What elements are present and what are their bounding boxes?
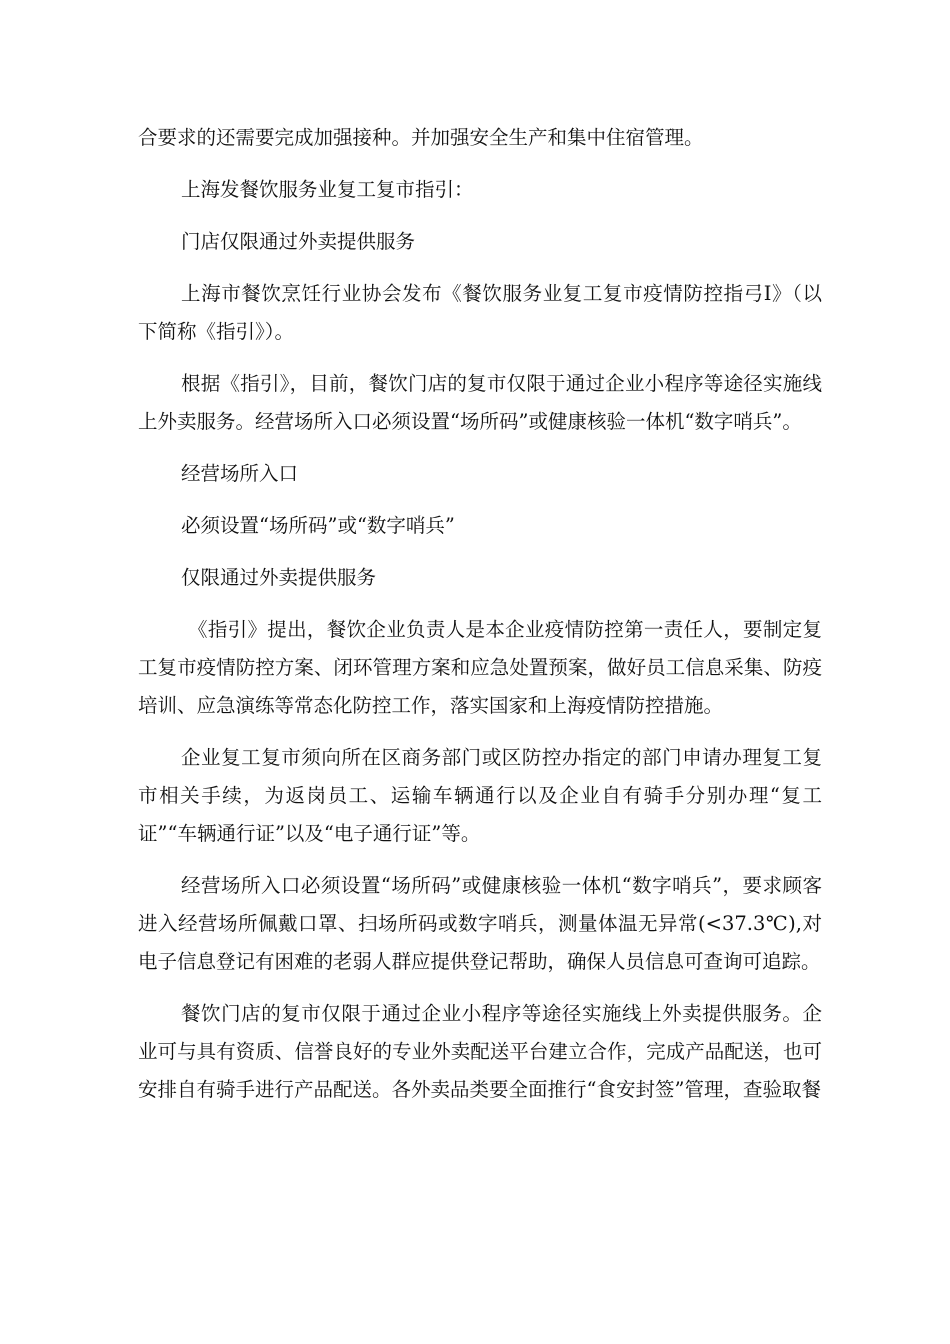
paragraph-entrance-requirements: 经营场所入口必须设置“场所码”或健康核验一体机“数字哨兵”，要求顾客进入经营场所佩戴口罩、扫场所码或数字哨兵，测量体温无异常(<37.3℃),对电子信息登记有困难的老弱人群应提供登记帮助，确保人员信息可查询可追踪。 xyxy=(138,874,822,973)
paragraph-must-set-code: 必须设置“场所码”或“数字哨兵” xyxy=(181,514,455,537)
paragraph-entrance: 经营场所入口 xyxy=(181,462,299,485)
paragraph-according-guideline: 根据《指引》，目前，餐饮门店的复市仅限于通过企业小程序等途径实施线上外卖服务。经营场所入口必须设置“场所码”或健康核验一体机“数字哨兵”。 xyxy=(138,372,822,433)
paragraph-continuation: 合要求的还需要完成加强接种。并加强安全生产和集中住宿管理。 xyxy=(138,126,704,149)
paragraph-takeaway-service: 仅限通过外卖提供服务 xyxy=(181,566,377,589)
paragraph-responsibility: 《指引》提出，餐饮企业负责人是本企业疫情防控第一责任人，要制定复工复市疫情防控方案、闭环管理方案和应急处置预案，做好员工信息采集、防疫培训、应急演练等常态化防控工作，落实国家和上海疫情防控措施。 xyxy=(138,618,822,717)
paragraph-delivery-service: 餐饮门店的复市仅限于通过企业小程序等途径实施线上外卖提供服务。企业可与具有资质、信誉良好的专业外卖配送平台建立合作，完成产品配送，也可安排自有骑手进行产品配送。各外卖品类要全面推行“食安封签”管理，查验取餐 xyxy=(138,1002,822,1101)
paragraph-heading-guideline: 上海发餐饮服务业复工复市指引： xyxy=(181,178,474,201)
document-body xyxy=(138,119,822,1123)
paragraph-takeaway-only: 门店仅限通过外卖提供服务 xyxy=(181,230,416,253)
paragraph-application-procedure: 企业复工复市须向所在区商务部门或区防控办指定的部门申请办理复工复市相关手续，为返岗员工、运输车辆通行以及企业自有骑手分别办理“复工证”“车辆通行证”以及“电子通行证”等。 xyxy=(138,746,822,845)
paragraph-association-release: 上海市餐饮烹饪行业协会发布《餐饮服务业复工复市疫情防控指弓I》（以下简称《指引》）。 xyxy=(138,282,822,343)
